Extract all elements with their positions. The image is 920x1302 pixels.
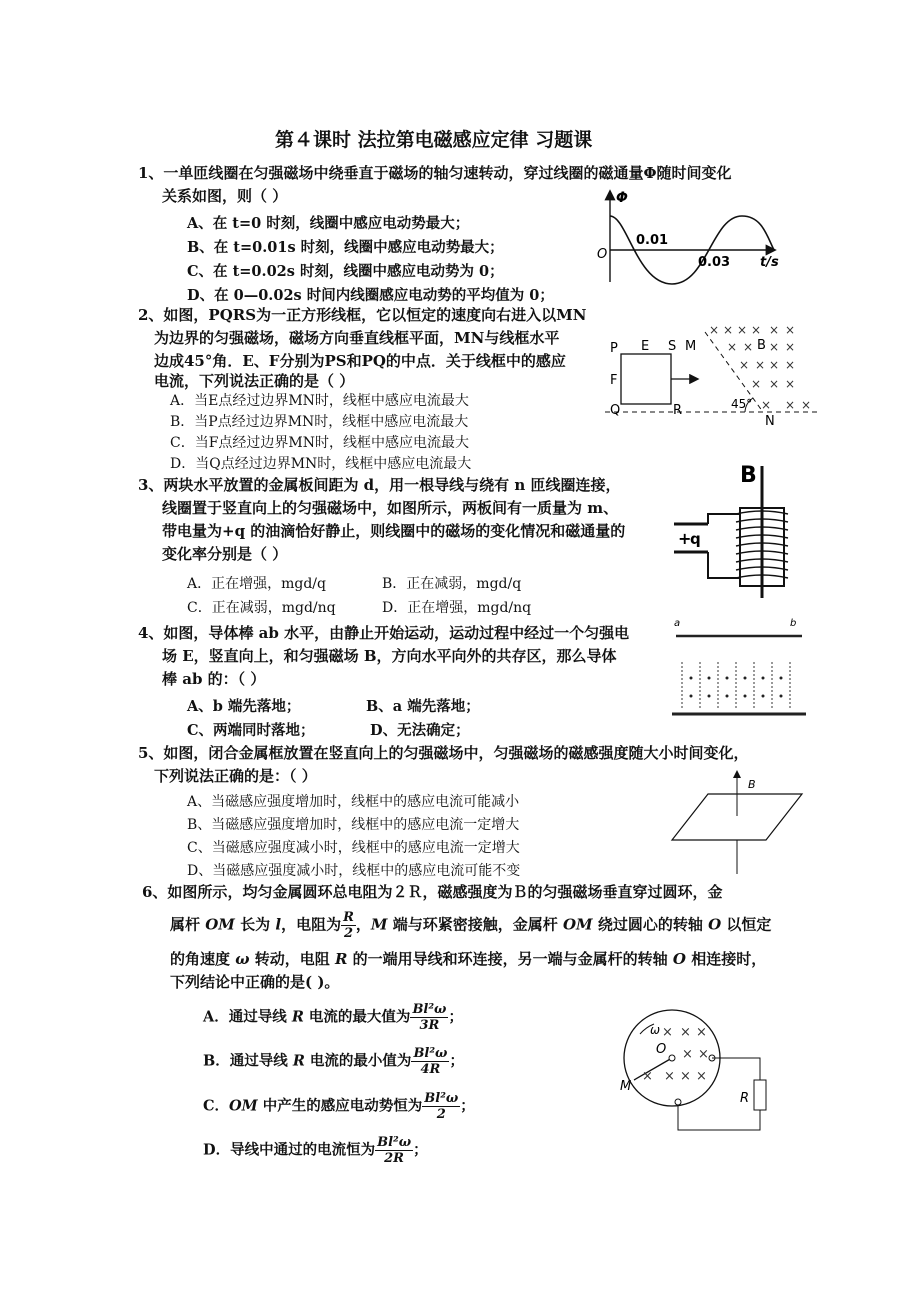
q2-label-m: M [685,339,697,354]
svg-text:×: × [761,398,772,412]
q5-frame-figure [668,766,810,876]
q4-stem-line3: 棒 ab 的：（ ） [162,670,266,688]
svg-text:×: × [698,1047,709,1062]
svg-text:×: × [785,398,796,412]
q4-label-a: a [674,618,681,629]
svg-text:×: × [723,323,734,337]
svg-text:×: × [737,323,748,337]
q1-option-c: C、在 t=0.02s 时刻，线圈中感应电动势为 0； [187,263,504,280]
svg-text:×: × [680,1025,691,1040]
q2-option-c: C．当F点经过边界MN时，线框中感应电流最大 [170,435,470,451]
q3-coil-figure [668,458,798,603]
svg-text:×: × [785,358,796,372]
q6-axis-o [669,1055,675,1061]
q3-plus-sign: + [678,529,692,548]
q1-option-d: D、在 0—0.02s 时间内线圈感应电动势的平均值为 0； [187,287,554,304]
svg-text:×: × [751,377,762,391]
q1-phi-label: Φ [616,190,628,206]
q1-stem-line1: 1、一单匝线圈在匀强磁场中绕垂直于磁场的轴匀速转动，穿过线圈的磁通量Φ随时间变化 [138,164,732,182]
q2-label-s: S [668,339,677,354]
svg-text:×: × [785,377,796,391]
q3-option-c: C．正在减弱，mgd/nq [187,600,336,616]
q1-flux-graph [592,186,792,286]
svg-text:×: × [664,1069,675,1084]
q6-wire-bottom [678,1105,760,1130]
q4-option-d: D、无法确定； [370,722,470,739]
svg-text:×: × [769,340,780,354]
q3-option-d: D．正在增强，mgd/nq [382,600,532,616]
q6-option-a: A．通过导线 R 电流的最大值为 $\frac{\text{Bl²ω}}{3R}$ ； [203,1002,463,1033]
q4-rod-figure [672,616,807,719]
q6-r-label: R [740,1091,750,1106]
q2-label-b: B [757,338,766,353]
q3-stem-line2: 线圈置于竖直向上的匀强磁场中，如图所示，两板间有一质量为 m、 [162,499,619,517]
q2-label-q: Q [610,403,621,418]
q1-stem-line2: 关系如图，则（ ） [162,187,288,205]
q2-stem-line3: 边成45°角．E、F分别为PS和PQ的中点．关于线框中的感应 [154,352,566,370]
svg-text:×: × [642,1069,653,1084]
q3-charge-label: q [690,530,701,548]
q5-b-label: B [748,778,756,791]
svg-text:×: × [662,1025,673,1040]
q3-wire-top [708,514,740,524]
q2-label-n: N [765,414,775,429]
q6-fraction-r-half: $\frac{R}{2}$ [343,910,354,941]
q6-ring-terminal [675,1099,681,1105]
q4-option-c: C、两端同时落地； [187,722,315,739]
q5-stem-line2: 下列说法正确的是：（ ） [154,767,317,785]
svg-text:×: × [769,323,780,337]
svg-text:×: × [769,377,780,391]
q4-stem-line2: 场 E，竖直向上，和匀强磁场 B，方向水平向外的共存区，那么导体 [162,647,617,665]
q2-square-frame [621,354,671,404]
q5-option-b: B、当磁感应强度增加时，线框中的感应电流一定增大 [187,817,520,833]
q1-t-label: t/s [760,255,779,270]
q2-square-frame-figure [605,318,820,430]
q6-m-label: M [620,1079,632,1094]
svg-text:×: × [751,323,762,337]
svg-text:×: × [696,1069,707,1084]
q2-option-a: A．当E点经过边界MN时，线框中感应电流最大 [170,393,469,409]
page-title: 第４课时 法拉第电磁感应定律 习题课 [275,129,593,151]
svg-text:×: × [696,1025,707,1040]
q2-label-f: F [610,373,618,388]
q6-o-label: O [656,1042,667,1057]
q5-option-d: D、当磁感应强度减小时，线框中的感应电流可能不变 [187,863,521,879]
q6-stem-line2: 属杆 OM 长为 l，电阻为 $\frac{R}{2}$ ，M 端与环紧密接触，金属杆 OM 绕过圆心的转轴 O 以恒定 [170,910,772,941]
q6-resistor [754,1080,766,1110]
svg-text:×: × [755,358,766,372]
q6-stem-line4: 下列结论中正确的是( )。 [170,973,340,991]
svg-text:×: × [801,398,812,412]
svg-text:×: × [785,340,796,354]
q1-option-b: B、在 t=0.01s 时刻，线圈中感应电动势最大； [187,239,504,256]
svg-text:×: × [743,340,754,354]
q2-label-p: P [610,341,618,356]
q3-b-label: B [740,463,757,488]
q3-option-a: A．正在增强，mgd/q [187,576,326,592]
q2-angle-label: 45° [731,397,753,411]
q4-field-lines [682,662,790,708]
svg-text:×: × [680,1069,691,1084]
q1-tick-003: 0.03 [698,255,731,270]
q2-option-b: B．当P点经过边界MN时，线框中感应电流最大 [170,414,469,430]
q2-option-d: D．当Q点经过边界MN时，线框中感应电流最大 [170,456,472,472]
q3-stem-line4: 变化率分别是（ ） [162,545,288,563]
q6-option-b: B．通过导线 R 电流的最小值为 $\frac{\text{Bl²ω}}{4R}$ ； [203,1046,464,1077]
q1-option-a: A、在 t=0 时刻，线圈中感应电动势最大； [187,215,470,232]
svg-text:×: × [709,323,720,337]
q4-option-a: A、b 端先落地； [187,698,301,715]
q4-option-b: B、a 端先落地； [366,698,480,715]
q2-stem-line1: 2、如图，PQRS为一正方形线框，它以恒定的速度向右进入以MN [138,306,587,324]
svg-text:×: × [682,1047,693,1062]
q2-field-crosses [709,323,811,412]
q4-stem-line1: 4、如图，导体棒 ab 水平，由静止开始运动，运动过程中经过一个匀强电 [138,624,630,642]
svg-text:×: × [769,358,780,372]
svg-text:×: × [739,358,750,372]
q1-tick-001: 0.01 [636,233,669,248]
q2-stem-line4: 电流，下列说法正确的是（ ） [154,372,355,390]
q6-stem-line1: 6、如图所示，均匀金属圆环总电阻为２Ｒ，磁感强度为Ｂ的匀强磁场垂直穿过圆环，金 [142,883,723,901]
svg-text:×: × [727,340,738,354]
q4-label-b: b [790,618,797,629]
q6-stem-line3: 的角速度 ω 转动，电阻 R 的一端用导线和环连接，另一端与金属杆的转轴 O 相连接时， [170,950,767,968]
q6-ring-circuit-figure [608,1006,780,1134]
q5-option-c: C、当磁感应强度减小时，线框中的感应电流一定增大 [187,840,520,856]
svg-text:×: × [785,323,796,337]
q6-option-c: C．OM 中产生的感应电动势恒为 $\frac{\text{Bl²ω}}{2}$ ； [203,1091,475,1122]
q6-option-d: D．导线中通过的电流恒为 $\frac{\text{Bl²ω}}{2R}$ ； [203,1135,428,1166]
q3-wire-bottom [708,552,740,578]
q6-omega-label: ω [650,1023,661,1037]
q1-origin-label: O [597,247,608,262]
q2-label-e: E [641,339,650,354]
q3-option-b: B．正在减弱，mgd/q [382,576,522,592]
q2-stem-line2: 为边界的匀强磁场，磁场方向垂直线框平面，MN与线框水平 [154,329,560,347]
q2-label-r: R [673,403,683,418]
q5-option-a: A、当磁感应强度增加时，线框中的感应电流可能减小 [187,794,520,810]
q3-stem-line3: 带电量为+q 的油滴恰好静止，则线圈中的磁场的变化情况和磁通量的 [162,522,626,540]
q5-stem-line1: 5、如图，闭合金属框放置在竖直向上的匀强磁场中，匀强磁场的磁感强度随大小时间变化， [138,744,749,762]
q3-stem-line1: 3、两块水平放置的金属板间距为 d，用一根导线与绕有 n 匝线圈连接， [138,476,621,494]
